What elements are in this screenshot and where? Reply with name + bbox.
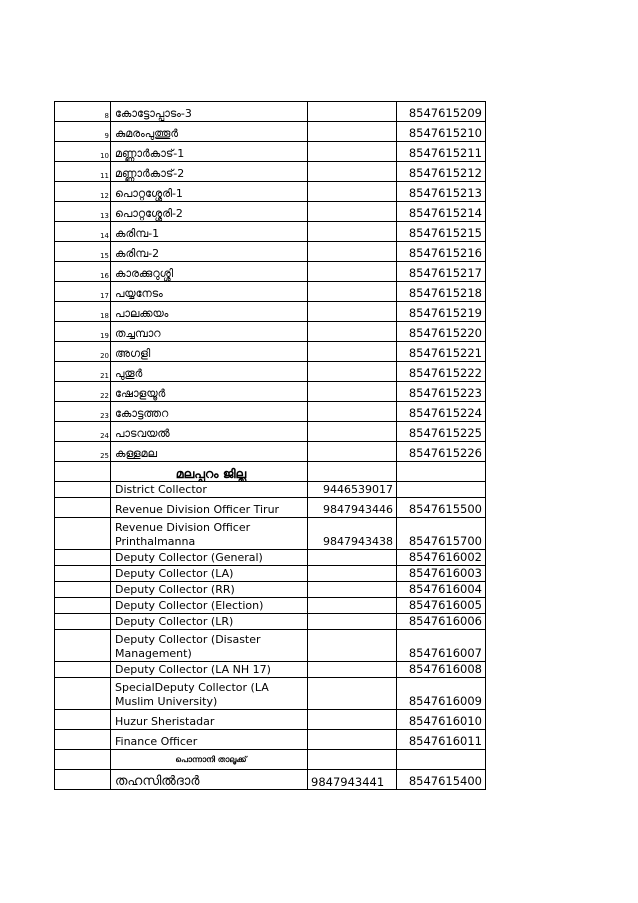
landline-number: 9847943446 xyxy=(308,498,397,518)
table-row xyxy=(55,182,486,202)
empty-cell xyxy=(397,462,486,482)
row-number: 15 xyxy=(55,242,111,262)
table-row xyxy=(55,222,486,242)
mobile-number: 8547615215 xyxy=(397,222,486,242)
table-row xyxy=(55,422,486,442)
landline-cell xyxy=(308,182,397,202)
table-row xyxy=(55,382,486,402)
place-name: കാരക്കുറുശ്ശി xyxy=(111,262,308,282)
table-row xyxy=(55,342,486,362)
officer-title: District Collector xyxy=(111,482,308,498)
mobile-number: 8547615226 xyxy=(397,442,486,462)
landline-number: 9847943441 xyxy=(308,770,397,790)
table-row xyxy=(55,142,486,162)
table-row xyxy=(55,402,486,422)
row-number: 9 xyxy=(55,122,111,142)
place-name: പൊറ്റശ്ശേരി-2 xyxy=(111,202,308,222)
empty-cell xyxy=(55,662,111,678)
mobile-number: 8547615216 xyxy=(397,242,486,262)
mobile-number: 8547616008 xyxy=(397,662,486,678)
mobile-number: 8547615500 xyxy=(397,498,486,518)
mobile-number: 8547615218 xyxy=(397,282,486,302)
place-name: അഗളി xyxy=(111,342,308,362)
table-row xyxy=(55,770,486,790)
landline-cell xyxy=(308,442,397,462)
table-row xyxy=(55,710,486,730)
mobile-number: 8547616003 xyxy=(397,566,486,582)
row-number: 11 xyxy=(55,162,111,182)
row-number: 21 xyxy=(55,362,111,382)
officer-title: Deputy Collector (LR) xyxy=(111,614,308,630)
landline-cell xyxy=(308,422,397,442)
empty-cell xyxy=(308,462,397,482)
empty-cell xyxy=(55,614,111,630)
officer-title: Finance Officer xyxy=(111,730,308,750)
empty-cell xyxy=(55,630,111,662)
mobile-number: 8547616009 xyxy=(397,678,486,710)
officer-title: Deputy Collector (Disaster Management) xyxy=(111,630,308,662)
place-name: മണ്ണാർകാട്-1 xyxy=(111,142,308,162)
contact-table xyxy=(54,101,486,790)
row-number: 14 xyxy=(55,222,111,242)
mobile-number: 8547615222 xyxy=(397,362,486,382)
table-row xyxy=(55,498,486,518)
table-row xyxy=(55,630,486,662)
landline-number xyxy=(308,566,397,582)
landline-cell xyxy=(308,382,397,402)
place-name: പാടവയൽ xyxy=(111,422,308,442)
table-row xyxy=(55,442,486,462)
table-row xyxy=(55,322,486,342)
mobile-number: 8547615213 xyxy=(397,182,486,202)
empty-cell xyxy=(55,582,111,598)
landline-number xyxy=(308,662,397,678)
officer-title: SpecialDeputy Collector (LA Muslim University) xyxy=(111,678,308,710)
landline-cell xyxy=(308,142,397,162)
row-number: 22 xyxy=(55,382,111,402)
officer-title: Huzur Sheristadar xyxy=(111,710,308,730)
place-name: കുമരംപുത്തൂർ xyxy=(111,122,308,142)
landline-cell xyxy=(308,262,397,282)
district-heading: മലപ്പുറം ജില്ല xyxy=(111,462,308,482)
table-row xyxy=(55,566,486,582)
row-number: 23 xyxy=(55,402,111,422)
table-row xyxy=(55,362,486,382)
place-name: ഷോളയൂർ xyxy=(111,382,308,402)
empty-cell xyxy=(55,462,111,482)
empty-cell xyxy=(55,678,111,710)
row-number: 10 xyxy=(55,142,111,162)
landline-cell xyxy=(308,242,397,262)
place-name: പുതൂർ xyxy=(111,362,308,382)
mobile-number: 8547615211 xyxy=(397,142,486,162)
table-row xyxy=(55,242,486,262)
landline-number: 9446539017 xyxy=(308,482,397,498)
row-number: 8 xyxy=(55,102,111,122)
table-row xyxy=(55,730,486,750)
mobile-number xyxy=(397,482,486,498)
row-number: 20 xyxy=(55,342,111,362)
empty-cell xyxy=(55,518,111,550)
landline-cell xyxy=(308,162,397,182)
empty-cell xyxy=(55,750,111,770)
landline-cell xyxy=(308,202,397,222)
row-number: 17 xyxy=(55,282,111,302)
place-name: കോട്ടോപ്പാടം-3 xyxy=(111,102,308,122)
mobile-number: 8547615214 xyxy=(397,202,486,222)
place-name: പൊറ്റശ്ശേരി-1 xyxy=(111,182,308,202)
landline-cell xyxy=(308,402,397,422)
officer-title: Revenue Division Officer Tirur xyxy=(111,498,308,518)
landline-number xyxy=(308,730,397,750)
place-name: തച്ചമ്പാറ xyxy=(111,322,308,342)
mobile-number: 8547616004 xyxy=(397,582,486,598)
table-row xyxy=(55,614,486,630)
empty-cell xyxy=(55,498,111,518)
table-row xyxy=(55,518,486,550)
empty-cell xyxy=(55,770,111,790)
mobile-number: 8547616011 xyxy=(397,730,486,750)
table-row xyxy=(55,282,486,302)
row-number: 25 xyxy=(55,442,111,462)
landline-number xyxy=(308,678,397,710)
mobile-number: 8547616005 xyxy=(397,598,486,614)
table-row xyxy=(55,678,486,710)
table-row xyxy=(55,302,486,322)
table-row xyxy=(55,582,486,598)
officer-title: Revenue Division Officer Printhalmanna xyxy=(111,518,308,550)
officer-title: Deputy Collector (Election) xyxy=(111,598,308,614)
empty-cell xyxy=(55,598,111,614)
mobile-number: 8547615212 xyxy=(397,162,486,182)
mobile-number: 8547615217 xyxy=(397,262,486,282)
taluk-heading: പൊന്നാനി താലൂക്ക് xyxy=(111,750,308,770)
table-row xyxy=(55,662,486,678)
table-row xyxy=(55,262,486,282)
landline-cell xyxy=(308,322,397,342)
mobile-number: 8547615220 xyxy=(397,322,486,342)
landline-cell xyxy=(308,102,397,122)
place-name: കരിമ്പ-1 xyxy=(111,222,308,242)
taluk-heading-row xyxy=(55,750,486,770)
mobile-number: 8547615221 xyxy=(397,342,486,362)
landline-number xyxy=(308,710,397,730)
officer-title: തഹസിൽദാർ xyxy=(111,770,308,790)
empty-cell xyxy=(308,750,397,770)
row-number: 13 xyxy=(55,202,111,222)
mobile-number: 8547615700 xyxy=(397,518,486,550)
landline-cell xyxy=(308,342,397,362)
empty-cell xyxy=(55,550,111,566)
landline-number xyxy=(308,598,397,614)
landline-cell xyxy=(308,302,397,322)
landline-cell xyxy=(308,282,397,302)
place-name: പയ്യനേടം xyxy=(111,282,308,302)
row-number: 18 xyxy=(55,302,111,322)
table-row xyxy=(55,102,486,122)
table-row xyxy=(55,482,486,498)
empty-cell xyxy=(397,750,486,770)
officer-title: Deputy Collector (RR) xyxy=(111,582,308,598)
landline-number xyxy=(308,550,397,566)
officer-title: Deputy Collector (LA) xyxy=(111,566,308,582)
mobile-number: 8547615400 xyxy=(397,770,486,790)
landline-number: 9847943438 xyxy=(308,518,397,550)
mobile-number: 8547615224 xyxy=(397,402,486,422)
mobile-number: 8547616002 xyxy=(397,550,486,566)
empty-cell xyxy=(55,566,111,582)
mobile-number: 8547615223 xyxy=(397,382,486,402)
landline-number xyxy=(308,630,397,662)
row-number: 16 xyxy=(55,262,111,282)
table-row xyxy=(55,122,486,142)
place-name: കോട്ടത്തറ xyxy=(111,402,308,422)
mobile-number: 8547616007 xyxy=(397,630,486,662)
mobile-number: 8547615209 xyxy=(397,102,486,122)
row-number: 24 xyxy=(55,422,111,442)
place-name: കരിമ്പ-2 xyxy=(111,242,308,262)
table-row xyxy=(55,202,486,222)
officer-title: Deputy Collector (LA NH 17) xyxy=(111,662,308,678)
district-heading-row xyxy=(55,462,486,482)
landline-cell xyxy=(308,222,397,242)
landline-number xyxy=(308,582,397,598)
empty-cell xyxy=(55,710,111,730)
place-name: കള്ളമല xyxy=(111,442,308,462)
mobile-number: 8547615219 xyxy=(397,302,486,322)
mobile-number: 8547615210 xyxy=(397,122,486,142)
empty-cell xyxy=(55,730,111,750)
place-name: മണ്ണാർകാട്-2 xyxy=(111,162,308,182)
mobile-number: 8547615225 xyxy=(397,422,486,442)
mobile-number: 8547616010 xyxy=(397,710,486,730)
table-row xyxy=(55,550,486,566)
table-row xyxy=(55,598,486,614)
place-name: പാലക്കയം xyxy=(111,302,308,322)
landline-cell xyxy=(308,122,397,142)
mobile-number: 8547616006 xyxy=(397,614,486,630)
row-number: 19 xyxy=(55,322,111,342)
officer-title: Deputy Collector (General) xyxy=(111,550,308,566)
table-row xyxy=(55,162,486,182)
landline-cell xyxy=(308,362,397,382)
row-number: 12 xyxy=(55,182,111,202)
empty-cell xyxy=(55,482,111,498)
landline-number xyxy=(308,614,397,630)
